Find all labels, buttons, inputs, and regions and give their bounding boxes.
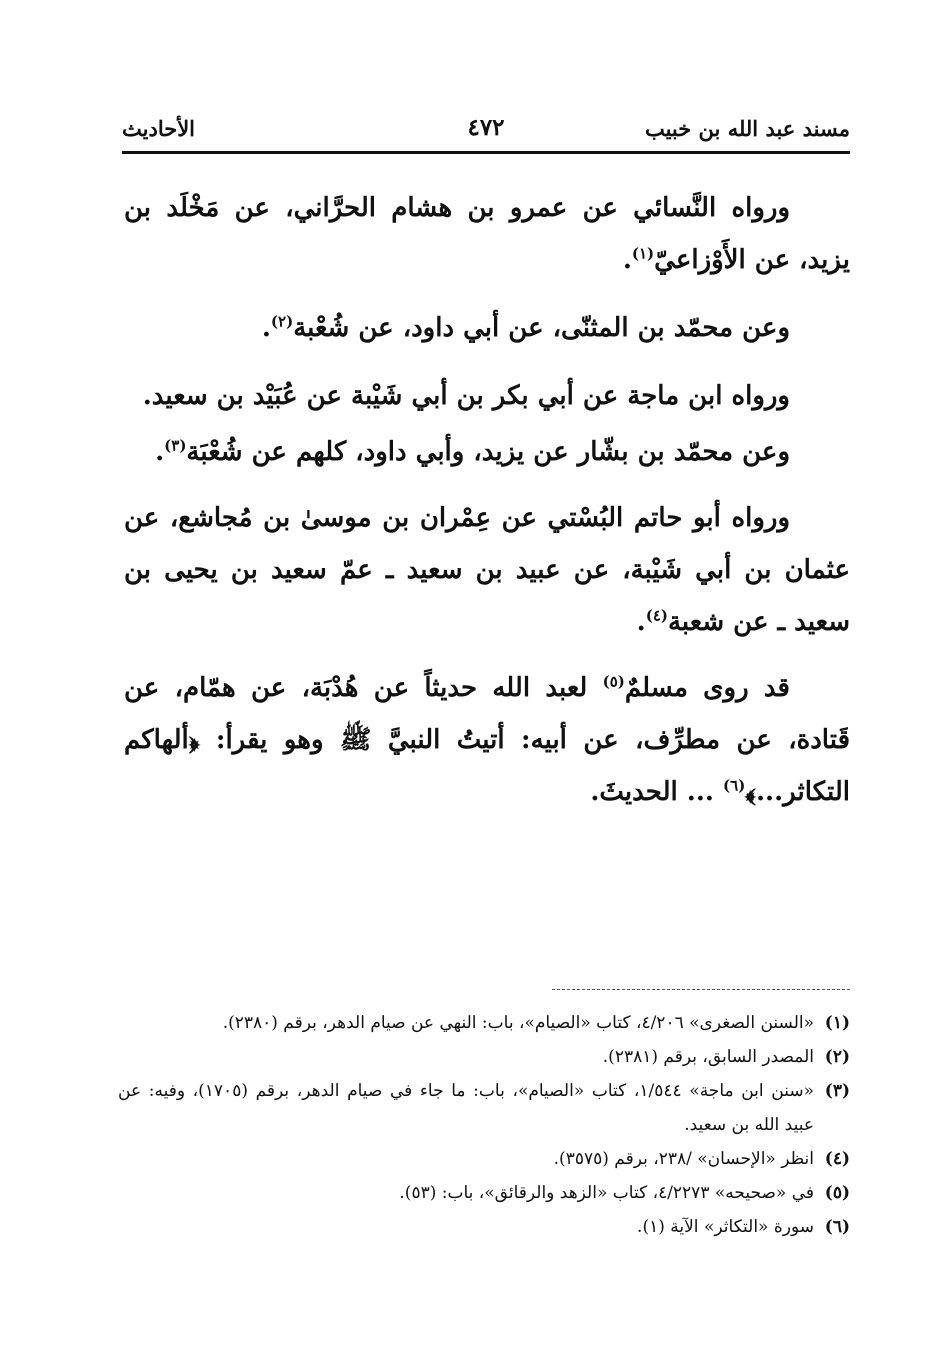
footnotes-list — [118, 1006, 850, 1244]
footnote-1-number: (١) — [824, 1013, 850, 1033]
footnote-4 — [118, 1142, 850, 1176]
footnote-6 — [118, 1210, 850, 1244]
paragraph-5-text: ورواه أبو حاتم البُسْتي عن عِمْران بن موسىٰ بن مُجاشع، عن عثمان بن أبي شَيْبة، عن عبيد بن سعيد ـ عمّ سعيد بن يحيى بن سعيد ـ عن شعبة — [124, 503, 850, 637]
footnote-3-text: «سنن ابن ماجة» ١/٥٤٤، كتاب «الصيام»، باب: ما جاء في صيام الدهر، برقم (١٧٠٥)، وفيه: عن عبيد الله بن سعيد. — [118, 1081, 814, 1135]
header-section-title: الأحاديث — [122, 116, 196, 141]
paragraph-3-text: ورواه ابن ماجة عن أبي بكر بن أبي شَيْبة عن عُبَيْد بن سعيد. — [142, 381, 790, 411]
footnote-2-number: (٢) — [824, 1047, 850, 1067]
footnote-5-number: (٥) — [824, 1183, 850, 1203]
paragraph-1-text: ورواه النَّسائي عن عمرو بن هشام الحرَّاني، عن مَخْلَد بن يزيد، عن الأَوْزاعيّ — [124, 193, 850, 275]
paragraph-6-text-b: لعبد الله حديثاً عن هُدْبَة، عن همّام، عن قَتادة، عن مطرِّف، عن أبيه: أتيتُ النبيَّ ﷺ وهو يقرأ: ﴿ألهاكم التكاثر...﴾ — [124, 673, 850, 807]
paragraph-4-end: . — [155, 437, 165, 467]
paragraph-2-text: وعن محمّد بن المثنّى، عن أبي داود، عن شُعْبة — [293, 313, 790, 343]
footnote-4-text: انظر «الإحسان» /٢٣٨، برقم (٣٥٧٥). — [553, 1149, 814, 1169]
footnote-2-text: المصدر السابق، برقم (٢٣٨١). — [602, 1047, 814, 1067]
paragraph-2-end: . — [261, 313, 271, 343]
paragraph-6-text-c: ... الحديثَ. — [590, 777, 714, 807]
main-text — [124, 182, 850, 834]
footnote-4-number: (٤) — [824, 1149, 850, 1169]
footnote-6-text: سورة «التكاثر» الآية (١). — [637, 1217, 814, 1237]
footnote-ref-5[interactable]: (٥) — [602, 672, 625, 691]
footnote-ref-6[interactable]: (٦) — [723, 776, 746, 795]
paragraph-5 — [124, 492, 850, 648]
page-number: ٤٧٢ — [467, 114, 505, 141]
header-rule — [122, 151, 850, 154]
paragraph-5-end: . — [636, 607, 646, 637]
footnote-separator — [552, 989, 850, 990]
footnote-3 — [118, 1074, 850, 1142]
header-book-title: مسند عبد الله بن خبيب — [644, 116, 850, 141]
footnote-3-number: (٣) — [824, 1081, 850, 1101]
paragraph-1-end: . — [622, 245, 632, 275]
running-header — [122, 112, 850, 152]
paragraph-2 — [124, 302, 850, 354]
paragraph-1 — [124, 182, 850, 286]
paragraph-3 — [124, 370, 850, 422]
footnote-5 — [118, 1176, 850, 1210]
footnote-2 — [118, 1040, 850, 1074]
footnote-ref-2[interactable]: (٢) — [270, 312, 294, 331]
footnote-5-text: في «صحيحه» ٤/٢٢٧٣، كتاب «الزهد والرقائق»، باب: (٥٣). — [399, 1183, 814, 1203]
paragraph-4-text: وعن محمّد بن بشّار عن يزيد، وأبي داود، كلهم عن شُعْبَة — [186, 437, 790, 467]
footnote-ref-3[interactable]: (٣) — [164, 436, 187, 455]
paragraph-4 — [124, 426, 850, 478]
footnote-ref-1[interactable]: (١) — [631, 244, 655, 263]
paragraph-6 — [124, 662, 850, 818]
paragraph-6-text-a: قد روى مسلمٌ — [624, 673, 790, 703]
footnote-6-number: (٦) — [824, 1217, 850, 1237]
footnote-1 — [118, 1006, 850, 1040]
footnote-1-text: «السنن الصغرى» ٤/٢٠٦، كتاب «الصيام»، باب: النهي عن صيام الدهر، برقم (٢٣٨٠). — [222, 1013, 814, 1033]
footnote-ref-4[interactable]: (٤) — [645, 606, 668, 625]
